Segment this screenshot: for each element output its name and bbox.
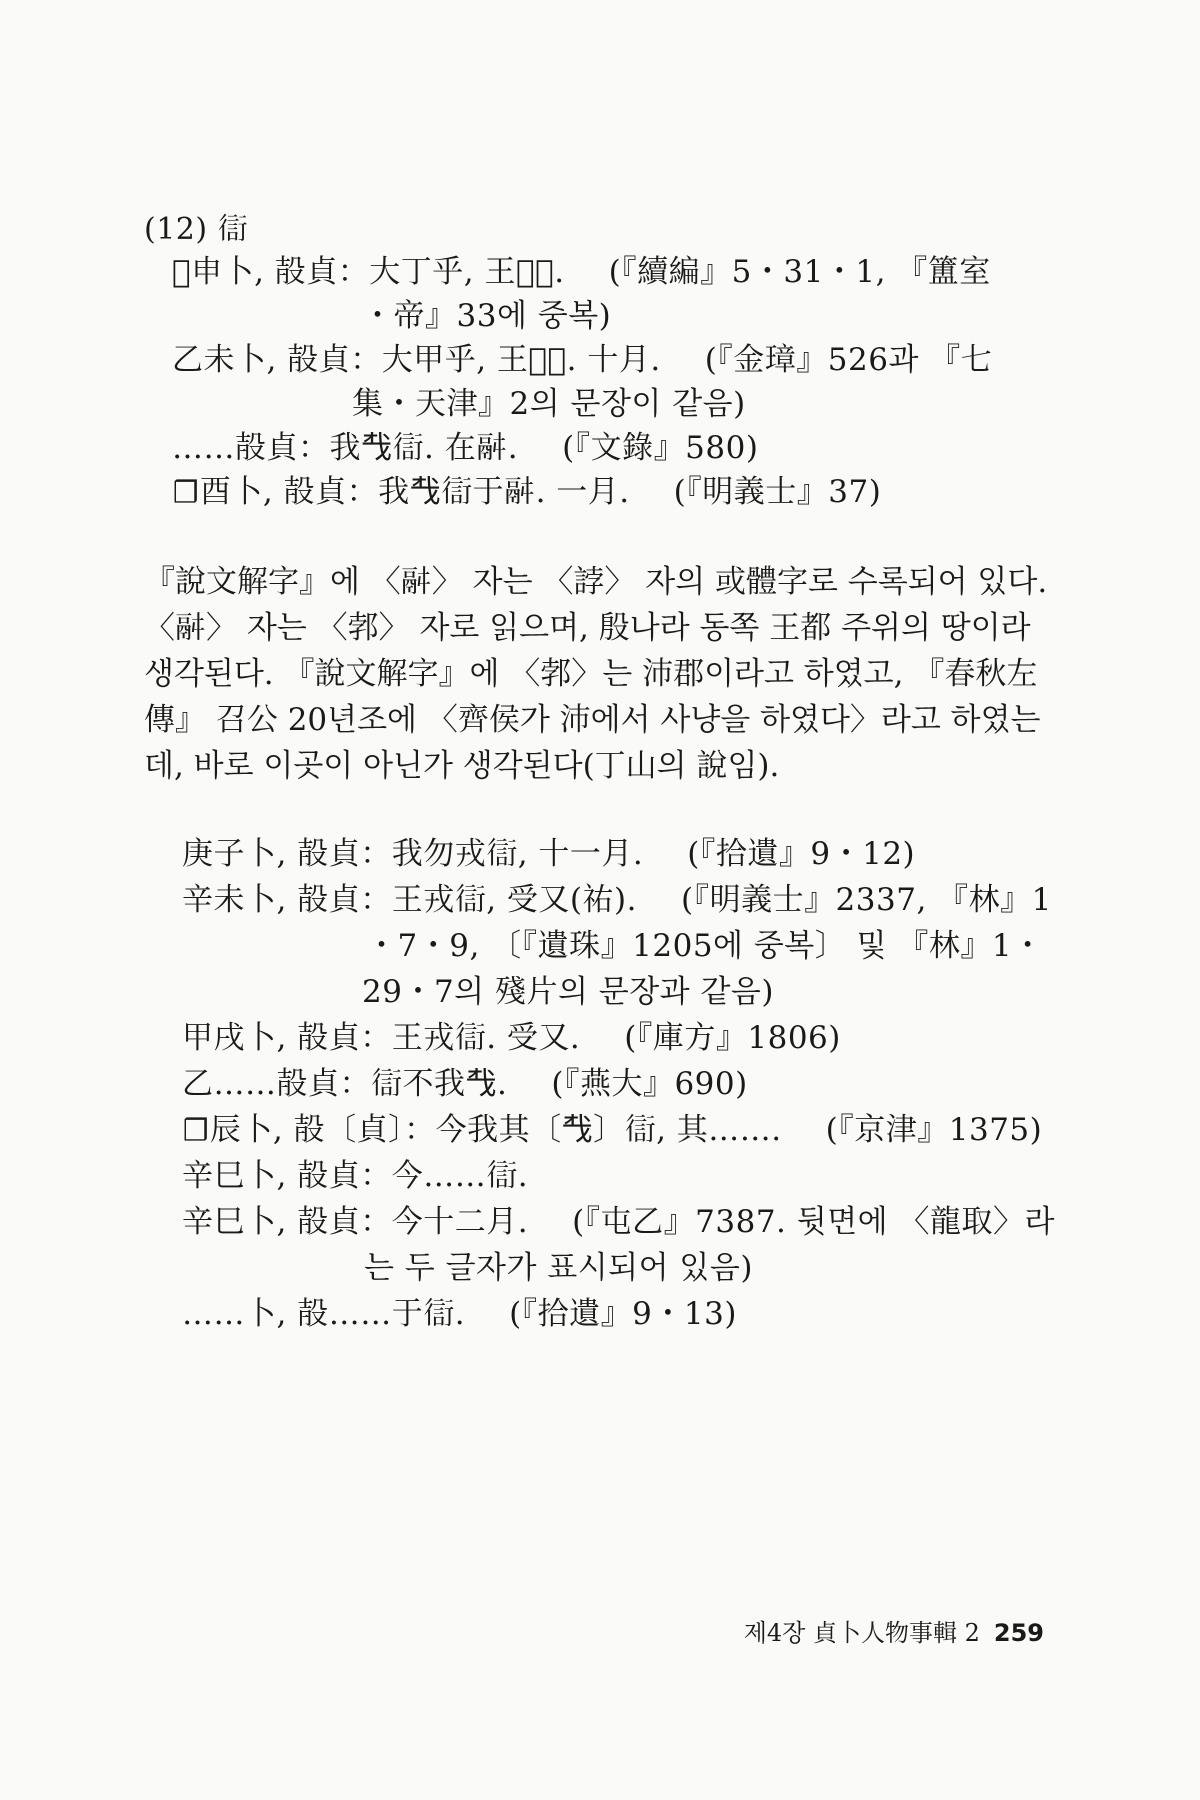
source-reference: (『庫方』1806) (624, 1020, 841, 1056)
source-reference: (『文錄』580) (562, 430, 759, 466)
source-reference-continued: ・帝』33에 중복) (362, 298, 612, 334)
source-reference: (『拾遺』9・12) (687, 836, 916, 872)
inscription-text: ☐辰卜, 㱿〔貞〕：今我其〔𢦔〕𧗳, 其……. (182, 1112, 782, 1148)
inscription-entry (172, 428, 758, 468)
source-reference: (『拾遺』9・13) (509, 1296, 737, 1332)
inscription-text: ……㱿貞：我𢦔𧗳. 在𩰫. (172, 430, 519, 466)
inscription-entry (182, 1202, 1055, 1242)
paragraph-line: 데, 바로 이곳이 아닌가 생각된다(丁山의 說임). (144, 748, 780, 784)
inscription-text: ……卜, 㱿……于𧗳. (182, 1296, 466, 1332)
inscription-text: 庚子卜, 㱿貞：我勿戎𧗳, 十一月. (182, 836, 644, 872)
inscription-text: 甲戌卜, 㱿貞：王戎𧗳. 受又. (182, 1020, 581, 1056)
inscription-entry (182, 1156, 528, 1196)
source-reference: (『京津』1375) (825, 1112, 1043, 1148)
source-reference: (『明義士』2337, 『林』1 (680, 882, 1052, 918)
inscription-entry (172, 252, 991, 292)
paragraph-line: 傳』 召公 20년조에 〈齊侯가 沛에서 사냥을 하였다〉라고 하였는 (144, 702, 1041, 738)
paragraph-line: 생각된다. 『說文解字』에 〈郣〉는 沛郡이라고 하였고, 『春秋左 (144, 656, 1038, 692)
chapter-title: 제4장 貞卜人物事輯 2 (743, 1619, 980, 1647)
inscription-text: 辛未卜, 㱿貞：王戎𧗳, 受又(祐). (182, 882, 637, 918)
source-reference-continued: ・7・9, 〔『遺珠』1205에 중복〕 및 『林』1・ (366, 928, 1044, 964)
source-reference: (『屯乙』7387. 뒷면에 〈龍取〉라 (572, 1204, 1055, 1240)
inscription-text: ☐申卜, 㱿貞：大丁乎, 王𦎫𧗳. (172, 254, 565, 290)
inscription-entry (182, 880, 1052, 920)
source-reference: (『續編』5・31・1, 『簠室 (608, 254, 991, 290)
page-number: 259 (993, 1619, 1044, 1647)
inscription-entry (182, 834, 915, 874)
source-reference: (『燕大』690) (551, 1066, 748, 1102)
inscription-entry (182, 1110, 1042, 1150)
inscription-entry (182, 1064, 748, 1104)
inscription-entry (182, 1018, 841, 1058)
inscription-text: 乙未卜, 㱿貞：大甲乎, 王𦎫𧗳. 十月. (172, 342, 661, 378)
inscription-text: 辛巳卜, 㱿貞：今十二月. (182, 1204, 529, 1240)
inscription-entry (182, 1294, 737, 1334)
source-reference: (『明義士』37) (673, 474, 882, 510)
section-heading: (12) 𧗳 (144, 212, 249, 247)
paragraph-line: 〈𩰫〉 자는 〈郣〉 자로 읽으며, 殷나라 동쪽 王都 주위의 땅이라 (144, 610, 1031, 646)
source-reference: (『金璋』526과 『七 (704, 342, 993, 378)
running-footer (700, 1616, 1044, 1650)
source-reference-continued: 29・7의 殘片의 문장과 같음) (362, 974, 774, 1010)
source-reference-continued: 는 두 글자가 표시되어 있음) (364, 1250, 753, 1286)
inscription-entry (172, 340, 992, 380)
inscription-text: 乙……㱿貞：𧗳不我𢦔. (182, 1066, 508, 1102)
inscription-text: ☐酉卜, 㱿貞：我𢦔𧗳于𩰫. 一月. (172, 474, 630, 510)
paragraph-line: 『說文解字』에 〈𩰫〉 자는 〈誖〉 자의 或體字로 수록되어 있다. (144, 564, 1048, 600)
inscription-text: 辛巳卜, 㱿貞：今……𧗳. (182, 1158, 529, 1194)
inscription-entry (172, 472, 881, 512)
source-reference-continued: 集・天津』2의 문장이 같음) (352, 386, 746, 422)
